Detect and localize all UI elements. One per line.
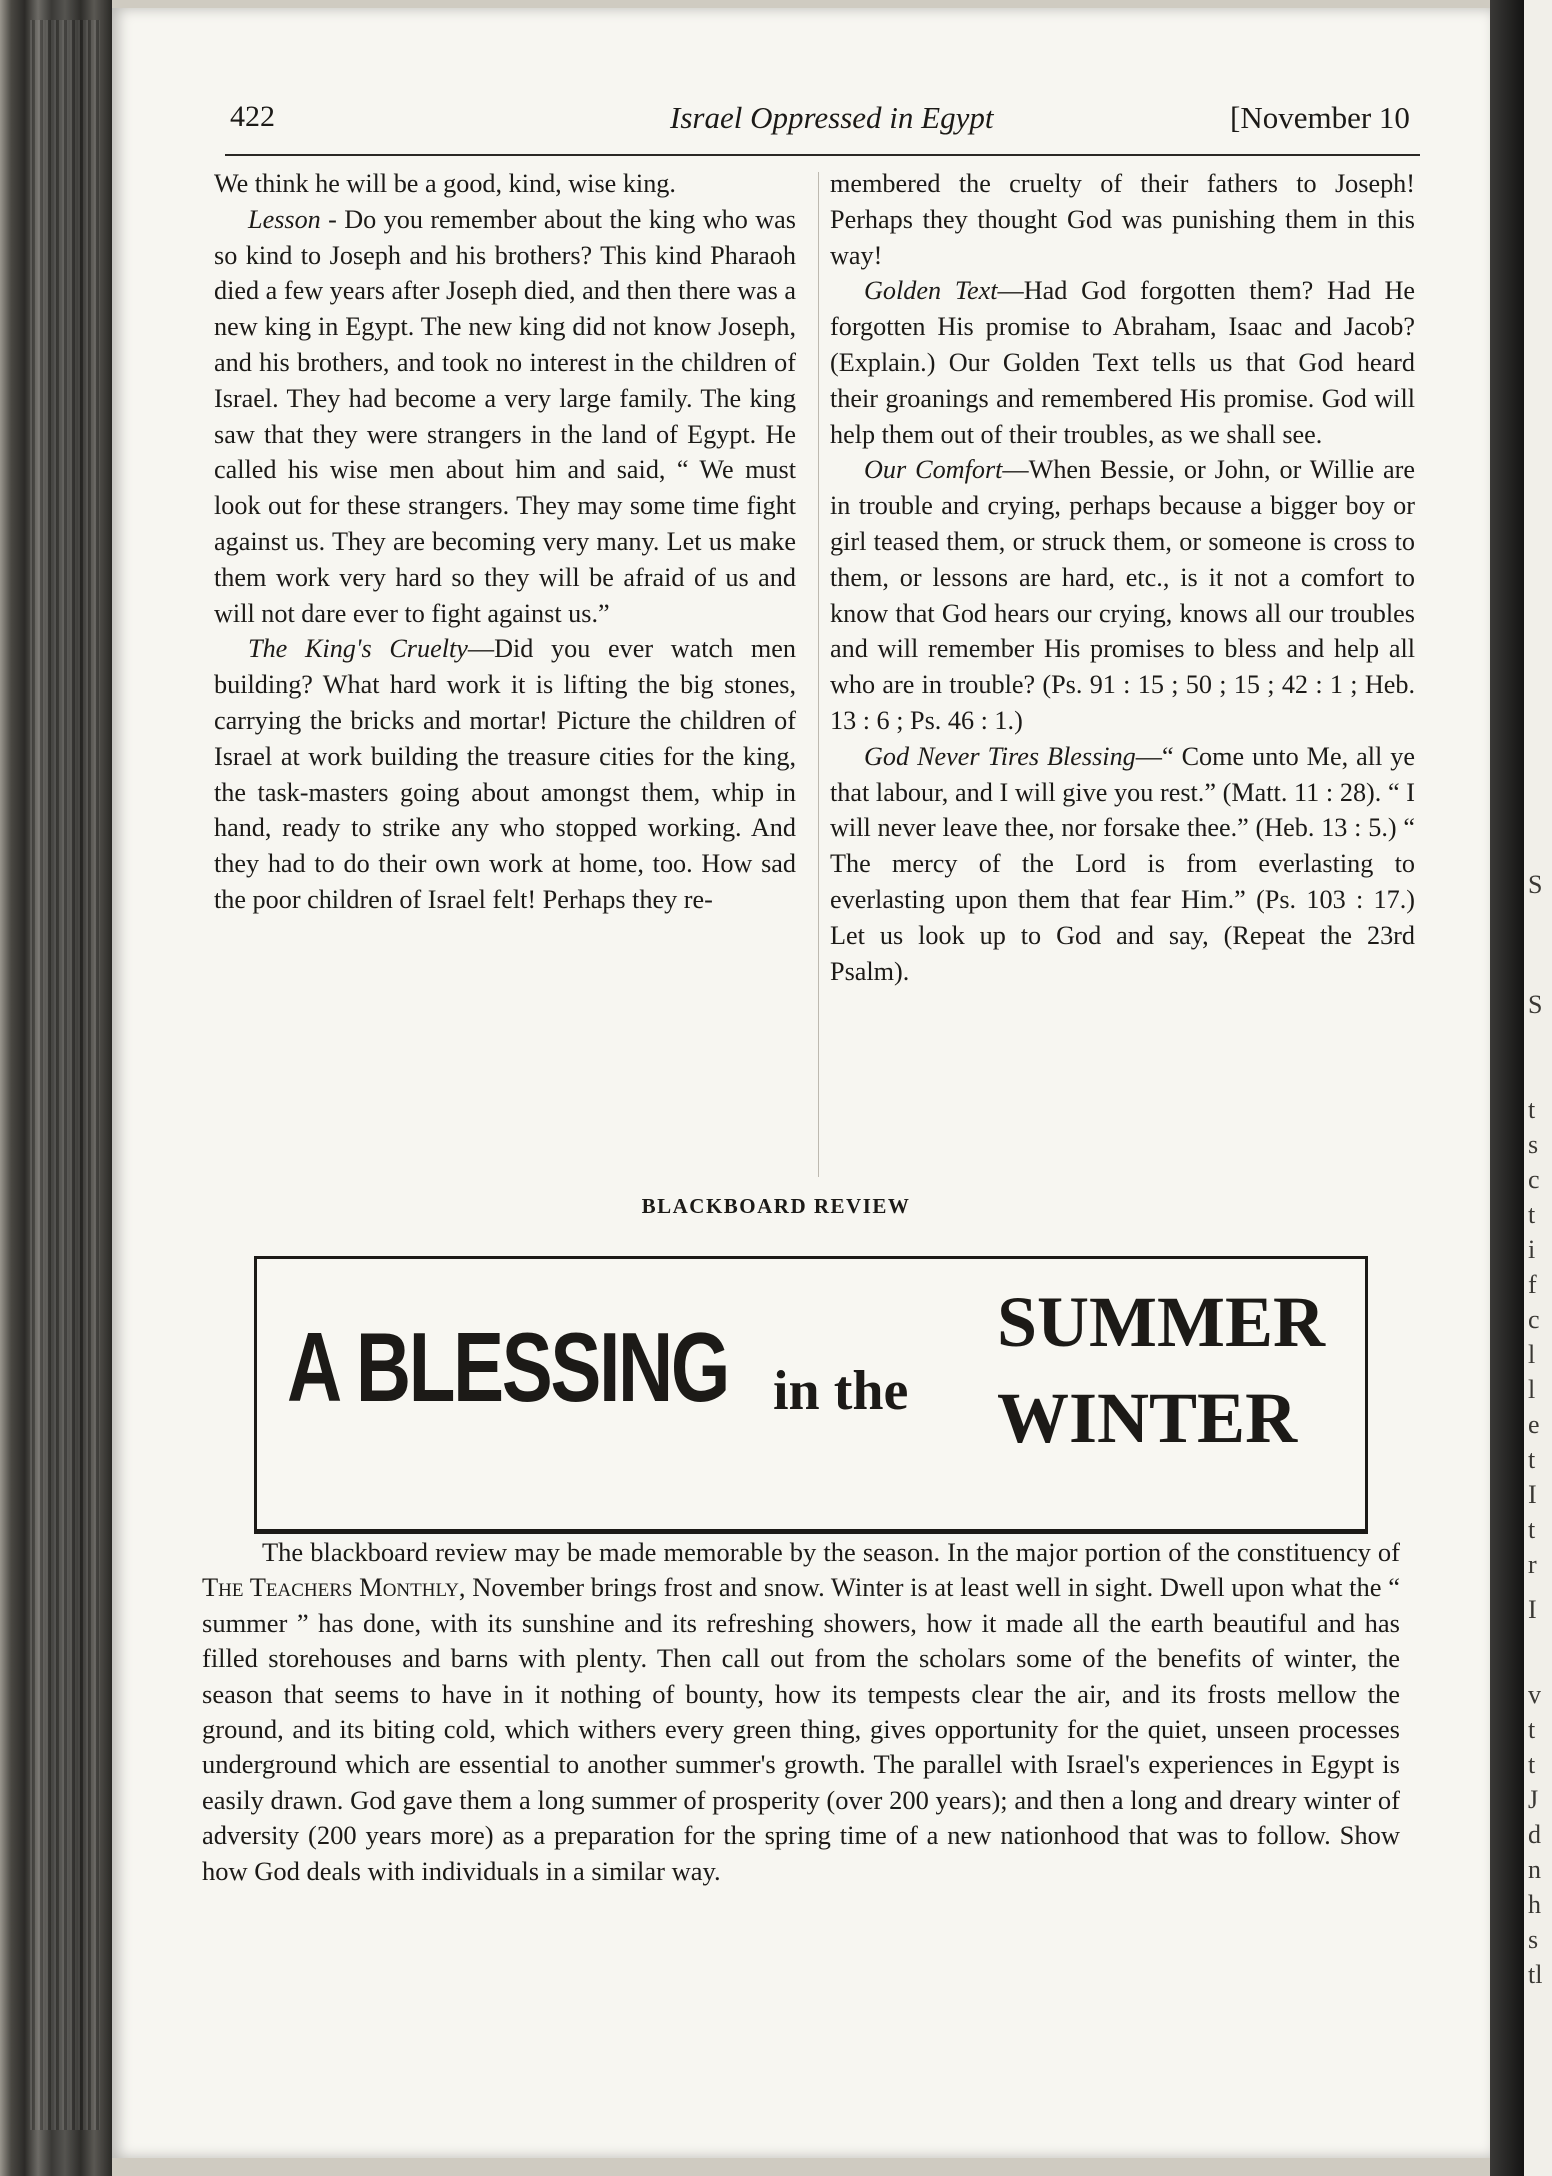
paragraph-lead: Lesson (248, 204, 321, 234)
adjacent-page-fragment: h (1528, 1890, 1541, 1919)
column-divider (818, 172, 819, 1177)
adjacent-page-fragment: l (1528, 1340, 1536, 1369)
paragraph-body: —“ Come unto Me, all ye that labour, and I will give you rest.” (Matt. 11 : 28). “ I will never leave thee, nor forsake thee.” (Heb. 13 : 5.) “ The mercy of the Lord is from everlasting to everlasting upon them that fear Him.” (Ps. 103 : 17.) Let us look up to God and say, (Repeat the 23rd Psalm). (830, 741, 1416, 986)
adjacent-page-fragment: c (1528, 1165, 1540, 1194)
adjacent-page-fragment: t (1528, 1715, 1536, 1744)
binding-texture (30, 20, 100, 2130)
paragraph-body: —Did you ever watch men building? What hard work it is lifting the big stones, carrying the bricks and mortar! Picture the children of Israel at work building the treasure cities for the king, the task-masters going about amongst them, whip in hand, ready to strike any who stopped working. And they had to do their own work at home, too. How sad the poor children of Israel felt! Perhaps they re- (214, 634, 796, 914)
adjacent-page-fragment: l (1528, 1375, 1536, 1404)
adjacent-page-fragment: c (1528, 1305, 1540, 1334)
paragraph-our-comfort (830, 452, 1415, 738)
adjacent-page-fragment: I (1528, 1595, 1537, 1624)
blackboard-winter: WINTER (997, 1378, 1298, 1458)
adjacent-page-fragment: S (1528, 990, 1543, 1019)
adjacent-page-fragment: e (1528, 1410, 1540, 1439)
paragraph-golden-text (830, 273, 1415, 452)
paragraph (202, 1535, 1400, 1889)
adjacent-page-fragment: f (1528, 1270, 1537, 1299)
header-rule (225, 154, 1420, 156)
blackboard-main-words: A BLESSING (287, 1312, 728, 1422)
adjacent-page-fragment: I (1528, 1480, 1537, 1509)
blackboard-summer: SUMMER (997, 1282, 1325, 1362)
paragraph-body: - Do you remember about the king who was so kind to Joseph and his brothers? This kind Pharaoh died a few years after Joseph died, and then there was a new king in Egypt. The new king did not know Joseph, and his brothers, and took no interest in the children of Israel. They had become a very large family. The king saw that they were strangers in the land of Egypt. He called his wise men about him and said, “ We must look out for these strangers. They may some time fight against us. They are becoming very many. Let us make them work very hard so they will be afraid of us and will not dare ever to fight against us.” (214, 204, 796, 628)
page-gutter-shadow (1490, 0, 1524, 2176)
adjacent-page-fragment: i (1528, 1235, 1536, 1264)
issue-date: [November 10 (1230, 100, 1410, 135)
adjacent-page-fragment: s (1528, 1130, 1539, 1159)
adjacent-page-fragment: S (1528, 870, 1543, 899)
paragraph-lead: Our Comfort (864, 455, 1003, 485)
adjacent-page-fragment: t (1528, 1515, 1536, 1544)
adjacent-page-fragment: J (1528, 1785, 1539, 1814)
blackboard-box (254, 1256, 1368, 1534)
adjacent-page-fragment: v (1528, 1680, 1541, 1709)
adjacent-page-fragment: t (1528, 1445, 1536, 1474)
paragraph-god-never-tires (830, 739, 1415, 990)
paragraph-lesson (214, 202, 796, 632)
blackboard-connector: in the (773, 1360, 909, 1422)
running-title: Israel Oppressed in Egypt (670, 100, 994, 135)
book-binding (0, 0, 112, 2176)
paragraph-lead: The King's Cruelty (248, 634, 468, 664)
paragraph-body: —Had God forgotten them? Had He forgotten His promise to Abraham, Isaac and Jacob? (Explain.) Our Golden Text tells us that God heard their groanings and remembered His promise. God will help them out of their troubles, as we shall see. (830, 276, 1415, 449)
adjacent-page-fragment: tl (1528, 1960, 1543, 1989)
right-column (830, 166, 1415, 989)
adjacent-page-fragment: d (1528, 1820, 1541, 1849)
paragraph-text: , November brings frost and snow. Winter is at least well in sight. Dwell upon what the “ summer ” has done, with its sunshine and its refreshing showers, how it made all the earth beautiful and has filled storehouses and barns with plenty. Then call out from the scholars some of the benefits of winter, the season that seems to have in it nothing of bounty, how its tempests clear the air, and its frosts mellow the ground, and its biting cold, which withers every green thing, gives opportunity for the quiet, unseen processes underground which are essential to another summer's growth. The parallel with Israel's experiences in Egypt is easily drawn. God gave them a long summer of prosperity (over 200 years); and then a long and dreary winter of adversity (200 years more) as a preparation for the spring time of a new nationhood that was to follow. Show how God deals with individuals in a similar way. (202, 1572, 1400, 1886)
paragraph-text: The blackboard review may be made memorable by the season. In the major portion of the constituency of (262, 1537, 1400, 1567)
review-paragraph (202, 1535, 1400, 1889)
adjacent-page-edge (1524, 0, 1552, 2176)
adjacent-page-fragment: n (1528, 1855, 1541, 1884)
page-number: 422 (230, 100, 275, 133)
left-column (214, 166, 796, 918)
adjacent-page-fragment: r (1528, 1550, 1537, 1579)
paragraph-lead: Golden Text (864, 276, 998, 306)
section-heading: BLACKBOARD REVIEW (641, 1194, 911, 1218)
adjacent-page-fragment: t (1528, 1750, 1536, 1779)
paragraph: membered the cruelty of their fathers to Joseph! Perhaps they thought God was punishing them in this way! (830, 169, 1415, 270)
adjacent-page-fragment: t (1528, 1095, 1536, 1124)
adjacent-page-fragment: t (1528, 1200, 1536, 1229)
paragraph-kings-cruelty (214, 631, 796, 917)
paragraph-lead: God Never Tires Blessing (864, 741, 1136, 771)
adjacent-page-fragment: s (1528, 1925, 1539, 1954)
magazine-title: The Teachers Monthly (202, 1572, 459, 1603)
paragraph-body: —When Bessie, or John, or Willie are in trouble and crying, perhaps because a bigger boy or girl teased them, or struck them, or someone is cross to them, or lessons are hard, etc., is it not a comfort to know that God hears our crying, knows all our troubles and will remember His promises to bless and help all who are in trouble? (Ps. 91 : 15 ; 50 ; 15 ; 42 : 1 ; Heb. 13 : 6 ; Ps. 46 : 1.) (830, 455, 1416, 735)
paragraph: We think he will be a good, kind, wise king. (214, 169, 676, 198)
